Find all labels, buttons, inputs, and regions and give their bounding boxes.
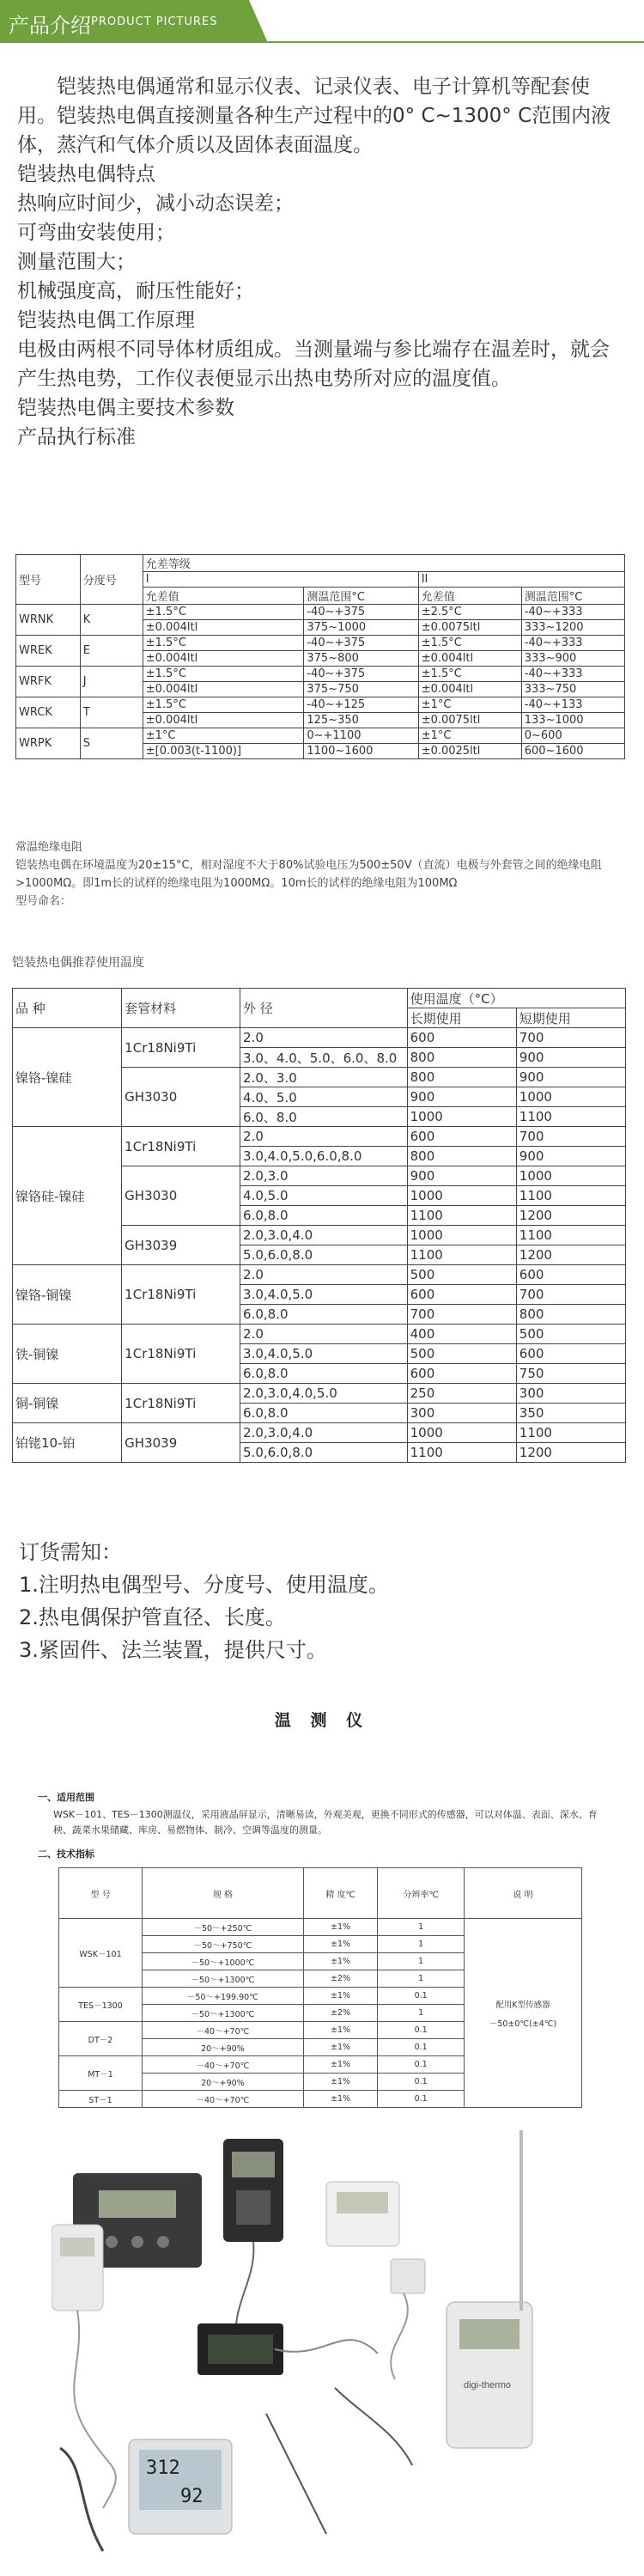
thermometer-spec-table	[58, 1867, 582, 2108]
value-cell: ±1°C	[143, 728, 304, 744]
model-cell: WRCK	[16, 697, 81, 728]
value-cell: 6.0,8.0	[240, 1305, 408, 1325]
grade-cell: 镍铬硅-镍硅	[13, 1127, 122, 1265]
table-row	[16, 605, 625, 620]
value-cell: ±0.004ltl	[143, 651, 304, 667]
value-cell: 1000	[516, 1166, 625, 1186]
value-cell: 1000	[407, 1226, 516, 1245]
tolerance-table	[15, 554, 625, 759]
value-cell: 2.0	[240, 1325, 408, 1344]
material-cell: 1Cr18Ni9Ti	[122, 1028, 240, 1068]
value-cell: 6.0,8.0	[240, 1404, 408, 1423]
value-cell: 600	[407, 1028, 516, 1048]
value-cell: 0~600	[521, 728, 624, 744]
value-cell: -40~+333	[521, 636, 624, 651]
value-cell: 0.1	[378, 2039, 465, 2056]
index-cell: S	[80, 728, 143, 759]
header-sub: 允差值	[418, 588, 521, 605]
index-cell: K	[80, 605, 143, 636]
value-cell: ±1.5°C	[143, 636, 304, 651]
order-line: 3.紧固件、法兰装置，提供尺寸。	[19, 1638, 327, 1662]
header-grade: 品 种	[13, 989, 122, 1028]
value-cell: 500	[407, 1265, 516, 1285]
value-cell: 20～+90%	[143, 2039, 304, 2056]
value-cell: －50～+199.90℃	[143, 1988, 304, 2005]
value-cell: ±0.004ltl	[418, 682, 521, 697]
value-cell: 0.1	[378, 2091, 465, 2108]
value-cell: 6.0,8.0	[240, 1206, 408, 1226]
header-grade-1: I	[143, 572, 418, 588]
header-underline	[0, 41, 644, 43]
header-cell: 分辨率℃	[378, 1868, 465, 1919]
value-cell: －50～+1000℃	[143, 1953, 304, 1970]
value-cell: 0.1	[378, 2074, 465, 2091]
intro-line: 热响应时间少，减小动态误差；	[17, 192, 294, 215]
value-cell: 600	[407, 1285, 516, 1305]
table-row	[13, 1423, 626, 1443]
table-row	[59, 1919, 582, 1936]
table-row	[13, 1127, 626, 1147]
note-range: －50±0℃(±4℃)	[489, 2019, 557, 2029]
intro-line: 产品执行标准	[17, 426, 136, 448]
value-cell: －50～+1300℃	[143, 1970, 304, 1988]
value-cell: 1100	[516, 1186, 625, 1206]
value-cell: 700	[516, 1285, 625, 1305]
table-row	[16, 667, 625, 682]
value-cell: 5.0,6.0,8.0	[240, 1245, 408, 1265]
wall-thermometer-image	[326, 2182, 425, 2379]
table-row	[13, 1265, 626, 1285]
value-cell: 6.0、8.0	[240, 1107, 408, 1127]
material-cell: 1Cr18Ni9Ti	[122, 1265, 240, 1325]
value-cell: 700	[516, 1028, 625, 1048]
value-cell: 1000	[407, 1107, 516, 1127]
value-cell: -40~+375	[304, 605, 418, 620]
note-title: 常温绝缘电阻	[15, 841, 83, 854]
scope-heading: 一、适用范围	[38, 1792, 94, 1803]
value-cell: 1000	[516, 1087, 625, 1107]
value-cell: －50～+750℃	[143, 1936, 304, 1953]
value-cell: 2.0,3.0	[240, 1166, 408, 1186]
value-cell: ±0.004ltl	[143, 682, 304, 697]
note-sensor: 配用K型传感器	[495, 2000, 550, 2010]
value-cell: 400	[407, 1325, 516, 1344]
value-cell: ±0.004ltl	[143, 713, 304, 728]
value-cell: 800	[407, 1048, 516, 1068]
material-cell: GH3030	[122, 1166, 240, 1226]
note-text: 铠装热电偶在环境温度为20±15°C，相对湿度不大于80%试验电压为500±50V（直流）电极与外套管之间的绝缘电阻>1000MΩ。即1m长的试样的绝缘电阻为1000MΩ。10m长的试样的绝缘电阻为100MΩ	[15, 859, 602, 890]
value-cell: 1100	[407, 1245, 516, 1265]
value-cell: ±1.5°C	[418, 636, 521, 651]
value-cell: ±1.5°C	[143, 605, 304, 620]
grade-cell: 镍铬-铜镍	[13, 1265, 122, 1325]
value-cell: 20～+90%	[143, 2074, 304, 2091]
model-cell: WRFK	[16, 667, 81, 697]
value-cell: 600~1600	[521, 744, 624, 759]
value-cell: 600	[516, 1265, 625, 1285]
value-cell: 375~800	[304, 651, 418, 667]
material-cell: GH3039	[122, 1423, 240, 1463]
value-cell: －40～+70℃	[143, 2091, 304, 2108]
value-cell: -40~+375	[304, 636, 418, 651]
model-cell: WRNK	[16, 605, 81, 636]
value-cell: ±1%	[303, 1953, 377, 1970]
value-cell: 2.0	[240, 1127, 408, 1147]
table-row	[13, 1028, 626, 1048]
index-cell: E	[80, 636, 143, 667]
panel-meter-image	[197, 2323, 378, 2375]
product-photos	[52, 2104, 601, 2560]
model-cell: WSK－101	[59, 1919, 143, 1988]
value-cell: 600	[407, 1127, 516, 1147]
value-cell: -40~+333	[521, 667, 624, 682]
insulation-notes	[15, 838, 627, 910]
intro-paragraph: 电极由两根不同导体材质组成。当测量端与参比端存在温差时，就会产生热电势，工作仪表便显示出热电势所对应的温度值。	[17, 338, 610, 390]
section-header	[0, 0, 644, 43]
material-cell: GH3039	[122, 1226, 240, 1265]
thermometer-title: 温 测 仪	[274, 1711, 370, 1730]
intro-text	[17, 72, 618, 452]
value-cell: 3.0,4.0,5.0	[240, 1344, 408, 1364]
table-row	[13, 1384, 626, 1404]
value-cell: 900	[516, 1068, 625, 1087]
value-cell: 250	[407, 1384, 516, 1404]
value-cell: 1	[378, 1953, 465, 1970]
value-cell: 800	[407, 1068, 516, 1087]
header-grade: 允差等级	[143, 555, 624, 572]
header-short: 短期使用	[516, 1008, 625, 1028]
value-cell: ±0.0025ltl	[418, 744, 521, 759]
value-cell: ±1%	[303, 2039, 377, 2056]
spec-heading: 二、技术指标	[38, 1848, 94, 1860]
value-cell: 600	[407, 1364, 516, 1384]
scope-text: WSK－101、TES－1300测温仪，采用液晶屏显示，清晰易读，外观美观，更换不同形式的传感器，可以对体温、表面、深水、育秧、蔬菜水果储藏、库房、易燃物体、制冷、空调等温度的测量。	[53, 1809, 598, 1836]
value-cell: 2.0,3.0,4.0,5.0	[240, 1384, 408, 1404]
value-cell: 2.0,3.0,4.0	[240, 1423, 408, 1443]
value-cell: 3.0、4.0、5.0、6.0、8.0	[240, 1048, 408, 1068]
value-cell: 1200	[516, 1206, 625, 1226]
value-cell: 333~1200	[521, 620, 624, 636]
value-cell: 750	[516, 1364, 625, 1384]
value-cell: ±1°C	[418, 697, 521, 713]
intro-line: 铠装热电偶主要技术参数	[17, 397, 234, 419]
value-cell: 0.1	[378, 2022, 465, 2039]
value-cell: 1	[378, 1936, 465, 1953]
display-value-2: 92	[180, 2486, 204, 2507]
value-cell: 300	[516, 1384, 625, 1404]
value-cell: 800	[407, 1147, 516, 1166]
value-cell: 125~350	[304, 713, 418, 728]
model-cell: WRPK	[16, 728, 81, 759]
value-cell: 1100	[516, 1107, 625, 1127]
value-cell: ±1%	[303, 1988, 377, 2005]
grade-cell: 镍铬-镍硅	[13, 1028, 122, 1127]
model-cell: DT－2	[59, 2022, 143, 2056]
value-cell: 700	[407, 1305, 516, 1325]
value-cell: 2.0	[240, 1265, 408, 1285]
intro-line: 铠装热电偶工作原理	[17, 309, 195, 332]
value-cell: 350	[516, 1404, 625, 1423]
value-cell: 1000	[407, 1423, 516, 1443]
value-cell: ±2%	[303, 2005, 377, 2022]
value-cell: ±0.004ltl	[418, 651, 521, 667]
value-cell: 375~1000	[304, 620, 418, 636]
header-grade-2: II	[418, 572, 624, 588]
value-cell: 900	[516, 1048, 625, 1068]
model-cell: ST－1	[59, 2091, 143, 2108]
value-cell: ±1%	[303, 2056, 377, 2074]
header-sub: 测温范围°C	[521, 588, 624, 605]
value-cell: 0~+1100	[304, 728, 418, 744]
intro-line: 可弯曲安装使用；	[17, 222, 175, 244]
value-cell: 300	[407, 1404, 516, 1423]
value-cell: ±0.0075ltl	[418, 713, 521, 728]
header-long: 长期使用	[407, 1008, 516, 1028]
value-cell: 900	[516, 1147, 625, 1166]
header-temp: 使用温度（°C）	[407, 989, 625, 1008]
material-cell: 1Cr18Ni9Ti	[122, 1325, 240, 1384]
value-cell: -40~+133	[521, 697, 624, 713]
value-cell: 4.0、5.0	[240, 1087, 408, 1107]
value-cell: 1100	[516, 1226, 625, 1245]
value-cell: 1100	[407, 1206, 516, 1226]
value-cell: 133~1000	[521, 713, 624, 728]
value-cell: -40~+333	[521, 605, 624, 620]
value-cell: ±2.5°C	[418, 605, 521, 620]
header-cell: 说 明	[465, 1868, 582, 1919]
brand-label: digi-thermo	[464, 2380, 512, 2390]
value-cell: 1	[378, 2005, 465, 2022]
value-cell: ±1°C	[418, 728, 521, 744]
value-cell: 800	[516, 1305, 625, 1325]
value-cell: 1000	[407, 1186, 516, 1206]
value-cell: －40～+70℃	[143, 2022, 304, 2039]
table-row	[16, 636, 625, 651]
digital-clock-thermometer-image	[129, 2439, 232, 2534]
probe-thermometer-image	[447, 2130, 532, 2448]
value-cell: 2.0,3.0,4.0	[240, 1226, 408, 1245]
material-cell: 1Cr18Ni9Ti	[122, 1384, 240, 1423]
header-title-en: PRODUCT PICTURES	[91, 15, 218, 28]
header-cell: 型 号	[59, 1868, 143, 1919]
header-cell: 规 格	[143, 1868, 304, 1919]
index-cell: J	[80, 667, 143, 697]
value-cell: －50～+250℃	[143, 1919, 304, 1936]
header-sub: 测温范围°C	[304, 588, 418, 605]
value-cell: －50～+1300℃	[143, 2005, 304, 2022]
value-cell: ±1%	[303, 1919, 377, 1936]
value-cell: 2.0	[240, 1028, 408, 1048]
order-line: 2.热电偶保护管直径、长度。	[19, 1605, 286, 1629]
value-cell: 700	[516, 1127, 625, 1147]
intro-line: 机械强度高，耐压性能好；	[17, 280, 254, 302]
value-cell: 500	[516, 1325, 625, 1344]
value-cell: 5.0,6.0,8.0	[240, 1443, 408, 1463]
intro-line: 铠装热电偶特点	[17, 163, 155, 186]
value-cell: ±2%	[303, 1970, 377, 1988]
intro-paragraph: 铠装热电偶通常和显示仪表、记录仪表、电子计算机等配套使用。铠装热电偶直接测量各种生产过程中的0° C~1300° C范围内液体，蒸汽和气体介质以及固体表面温度。	[17, 76, 611, 156]
value-cell: 6.0,8.0	[240, 1364, 408, 1384]
note-model: 型号命名：	[15, 895, 72, 908]
material-cell: GH3030	[122, 1068, 240, 1127]
value-cell: ±1.5°C	[418, 667, 521, 682]
grade-cell: 铁-铜镍	[13, 1325, 122, 1384]
value-cell: 1100	[516, 1423, 625, 1443]
value-cell: 1100	[407, 1443, 516, 1463]
material-cell: 1Cr18Ni9Ti	[122, 1127, 240, 1166]
header-index: 分度号	[80, 555, 143, 605]
value-cell: 1200	[516, 1245, 625, 1265]
order-line: 订货需知：	[19, 1540, 122, 1564]
value-cell: -40~+125	[304, 697, 418, 713]
table-row	[16, 555, 625, 572]
value-cell: ±1.5°C	[143, 697, 304, 713]
temperature-table-title: 铠装热电偶推荐使用温度	[12, 956, 144, 970]
order-notes	[19, 1536, 389, 1666]
temperature-table	[12, 988, 626, 1463]
value-cell: 900	[407, 1166, 516, 1186]
order-line: 1.注明热电偶型号、分度号、使用温度。	[19, 1573, 389, 1597]
header-material: 套管材料	[122, 989, 240, 1028]
index-cell: T	[80, 697, 143, 728]
value-cell: 600	[516, 1344, 625, 1364]
value-cell: 1200	[516, 1443, 625, 1463]
value-cell: 1100~1600	[304, 744, 418, 759]
table-row	[13, 1325, 626, 1344]
value-cell: 1	[378, 1970, 465, 1988]
model-cell: TES－1300	[59, 1988, 143, 2022]
value-cell: 375~750	[304, 682, 418, 697]
model-cell: MT－1	[59, 2056, 143, 2091]
value-cell: ±1.5°C	[143, 667, 304, 682]
value-cell: 900	[407, 1087, 516, 1107]
value-cell: ±0.0075ltl	[418, 620, 521, 636]
value-cell: ±1%	[303, 2091, 377, 2108]
grade-cell: 铜-铜镍	[13, 1384, 122, 1423]
value-cell: ±1%	[303, 1936, 377, 1953]
table-row	[16, 728, 625, 744]
value-cell: ±1%	[303, 2022, 377, 2039]
value-cell: －40～+70℃	[143, 2056, 304, 2074]
value-cell: 0.1	[378, 1988, 465, 2005]
intro-line: 测量范围大；	[17, 251, 136, 273]
table-row	[59, 1868, 582, 1919]
header-title-cn: 产品介绍	[9, 14, 91, 38]
value-cell: 3.0,4.0,5.0	[240, 1285, 408, 1305]
value-cell: -40~+375	[304, 667, 418, 682]
value-cell: ±1%	[303, 2074, 377, 2091]
value-cell: 500	[407, 1344, 516, 1364]
model-cell: WREK	[16, 636, 81, 667]
table-row	[13, 989, 626, 1008]
header-cell: 精 度℃	[303, 1868, 377, 1919]
header-od: 外 径	[240, 989, 408, 1028]
header-sub: 允差值	[143, 588, 304, 605]
display-value-1: 312	[146, 2457, 180, 2479]
header-model: 型号	[16, 555, 81, 605]
value-cell: ±0.004ltl	[143, 620, 304, 636]
value-cell: 0.1	[378, 2056, 465, 2074]
value-cell: ±[0.003(t-1100)]	[143, 744, 304, 759]
value-cell: 4.0,5.0	[240, 1186, 408, 1206]
value-cell: 2.0、3.0	[240, 1068, 408, 1087]
table-row	[16, 697, 625, 713]
value-cell: 3.0,4.0,5.0,6.0,8.0	[240, 1147, 408, 1166]
grade-cell: 铂铑10-铂	[13, 1423, 122, 1463]
value-cell: 1	[378, 1919, 465, 1936]
note-cell	[465, 1919, 582, 2108]
value-cell: 333~900	[521, 651, 624, 667]
value-cell: 333~750	[521, 682, 624, 697]
